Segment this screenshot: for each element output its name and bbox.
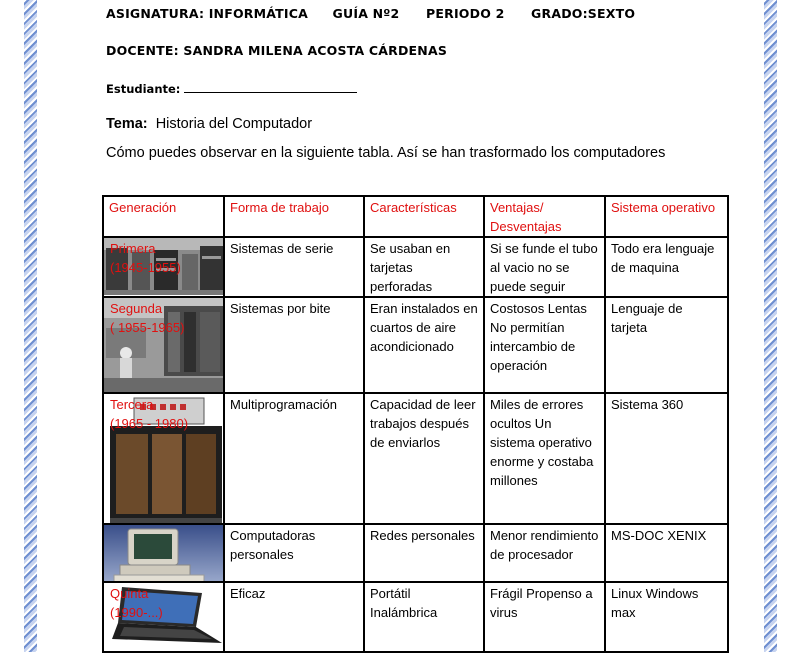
student-field bbox=[106, 81, 357, 96]
forma-trabajo-cell: Sistemas de serie bbox=[224, 237, 364, 297]
guia-label: GUÍA Nº2 bbox=[332, 6, 400, 21]
generation-label bbox=[110, 395, 188, 433]
caracteristicas-cell: Redes personales bbox=[364, 524, 484, 582]
forma-trabajo-cell: Eficaz bbox=[224, 582, 364, 652]
generation-years: (1965 - 1980) bbox=[110, 416, 189, 431]
header-sistema-operativo: Sistema operativo bbox=[605, 196, 728, 237]
grado-label: GRADO:SEXTO bbox=[531, 6, 636, 21]
table-row bbox=[103, 524, 728, 582]
intro-text: Cómo puedes observar en la siguiente tabla. Así se han trasformado los computadores bbox=[106, 145, 666, 161]
generation-name: Primera bbox=[110, 241, 156, 256]
generation-name: Segunda bbox=[110, 301, 163, 316]
ventajas-cell: Costosos Lentas No permitían intercambio de operación bbox=[484, 297, 605, 393]
generation-name: Tercera bbox=[110, 397, 154, 412]
topic-line bbox=[106, 116, 312, 132]
generation-cell bbox=[103, 237, 224, 297]
docente-label: DOCENTE: SANDRA MILENA ACOSTA CÁRDENAS bbox=[106, 43, 448, 58]
caracteristicas-cell: Portátil Inalámbrica bbox=[364, 582, 484, 652]
generation-name: Quinta bbox=[110, 586, 149, 601]
generation-years: (1990-...) bbox=[110, 605, 163, 620]
generation-years: (1945-1955) bbox=[110, 260, 181, 275]
header-line-1 bbox=[106, 6, 635, 21]
ventajas-cell: Frágil Propenso a virus bbox=[484, 582, 605, 652]
generation-label bbox=[110, 239, 181, 277]
generation-label bbox=[110, 299, 184, 337]
personal-computer-photo bbox=[104, 525, 223, 581]
student-label: Estudiante: bbox=[106, 82, 181, 96]
table-header-row bbox=[103, 196, 728, 237]
caracteristicas-cell: Capacidad de leer trabajos después de enviarlos bbox=[364, 393, 484, 524]
caracteristicas-cell: Eran instalados en cuartos de aire acondicionado bbox=[364, 297, 484, 393]
header-ventajas: Ventajas/ Desventajas bbox=[484, 196, 605, 237]
header-generacion: Generación bbox=[103, 196, 224, 237]
table-row bbox=[103, 297, 728, 393]
forma-trabajo-cell: Sistemas por bite bbox=[224, 297, 364, 393]
generation-cell bbox=[103, 393, 224, 524]
topic-label: Tema: bbox=[106, 116, 148, 132]
forma-trabajo-cell: Computadoras personales bbox=[224, 524, 364, 582]
table-row bbox=[103, 237, 728, 297]
sistema-operativo-cell: Linux Windows max bbox=[605, 582, 728, 652]
ventajas-cell: Si se funde el tubo al vacio no se puede seguir bbox=[484, 237, 605, 297]
periodo-label: PERIODO 2 bbox=[426, 6, 505, 21]
ventajas-cell: Menor rendimiento de procesador bbox=[484, 524, 605, 582]
topic-value: Historia del Computador bbox=[155, 116, 313, 132]
generation-label bbox=[110, 584, 163, 622]
header-caracteristicas: Características bbox=[364, 196, 484, 237]
header-forma-trabajo: Forma de trabajo bbox=[224, 196, 364, 237]
page-border-left bbox=[24, 0, 37, 652]
caracteristicas-cell: Se usaban en tarjetas perforadas bbox=[364, 237, 484, 297]
sistema-operativo-cell: Todo era lenguaje de maquina bbox=[605, 237, 728, 297]
table-row bbox=[103, 582, 728, 652]
sistema-operativo-cell: MS-DOC XENIX bbox=[605, 524, 728, 582]
table-row bbox=[103, 393, 728, 524]
student-name-line[interactable] bbox=[184, 81, 357, 93]
generation-cell bbox=[103, 582, 224, 652]
asignatura-label: ASIGNATURA: INFORMÁTICA bbox=[106, 6, 308, 21]
ventajas-cell: Miles de errores ocultos Un sistema operativo enorme y costaba millones bbox=[484, 393, 605, 524]
forma-trabajo-cell: Multiprogramación bbox=[224, 393, 364, 524]
sistema-operativo-cell: Lenguaje de tarjeta bbox=[605, 297, 728, 393]
generation-cell bbox=[103, 297, 224, 393]
page-border-right bbox=[764, 0, 777, 652]
sistema-operativo-cell: Sistema 360 bbox=[605, 393, 728, 524]
generation-years: ( 1955-1965) bbox=[110, 320, 185, 335]
computer-generations-table bbox=[102, 195, 729, 653]
generation-cell bbox=[103, 524, 224, 582]
